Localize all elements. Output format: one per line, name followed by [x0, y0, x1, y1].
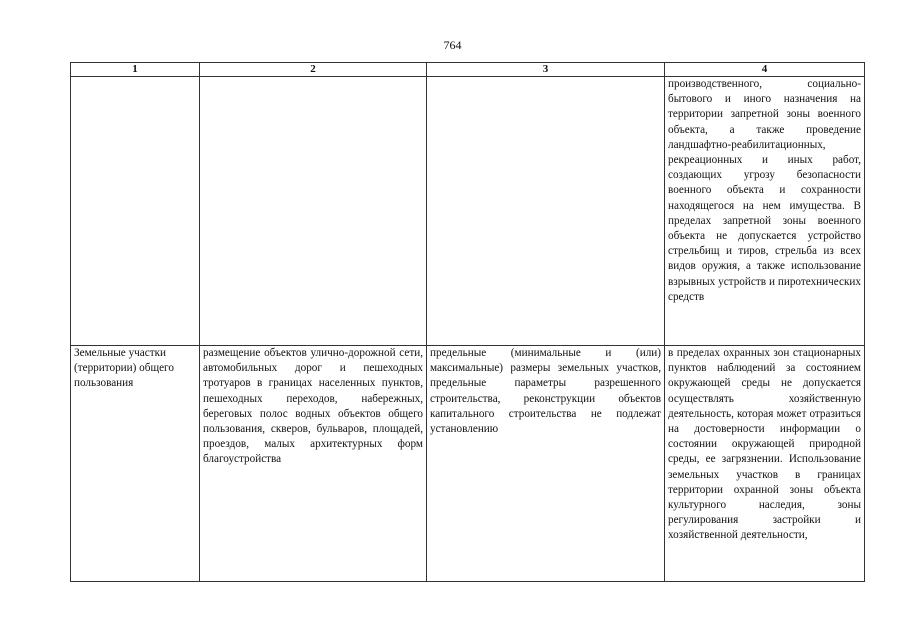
table-cell-restrictions: производственного, социально-бытового и иного назначения на территории запретной зоны военного объекта, а также проведение ландшафтно-реабилитационных, рекреационных и иных работ, создающих угрозу безопасности военного объекта и сохранности находящегося на нем имущества. В пределах запретной зоны военного объекта не допускается устройство стрельбищ и тиров, стрельба из всех видов оружия, а также использование взрывных устройств и пиротехнических средств [665, 77, 865, 346]
table-cell-parameters [427, 77, 665, 346]
page-number: 764 [443, 38, 462, 52]
table-row [71, 346, 865, 582]
table-header-row [71, 63, 865, 77]
table-cell-land-type [71, 77, 200, 346]
table-cell-restrictions: в пределах охранных зон стационарных пунктов наблюдений за состоянием окружающей среды не допускается осуществлять хозяйственную деятельность, которая может отразиться на достоверности информации о состоянии окружающей природной среды, ее загрязнении. Использование земельных участков в границах территории охранной зоны объекта культурного наследия, зоны регулирования застройки и хозяйственной деятельности, [665, 346, 865, 582]
column-header-3: 3 [427, 63, 665, 77]
regulations-table [70, 62, 865, 582]
table-cell-permitted-use [200, 77, 427, 346]
table-cell-parameters: предельные (минимальные и (или) максимальные) размеры земельных участков, предельные параметры разрешенного строительства, реконструкции объектов капитального строительства не подлежат установлению [427, 346, 665, 582]
table-cell-permitted-use: размещение объектов улично-дорожной сети, автомобильных дорог и пешеходных тротуаров в границах населенных пунктов, пешеходных переходов, набережных, береговых полос водных объектов общего пользования, скверов, бульваров, площадей, проездов, малых архитектурных форм благоустройства [200, 346, 427, 582]
table-cell-land-type: Земельные участки (территории) общего пользования [71, 346, 200, 582]
column-header-4: 4 [665, 63, 865, 77]
column-header-1: 1 [71, 63, 200, 77]
column-header-2: 2 [200, 63, 427, 77]
table-row [71, 77, 865, 346]
